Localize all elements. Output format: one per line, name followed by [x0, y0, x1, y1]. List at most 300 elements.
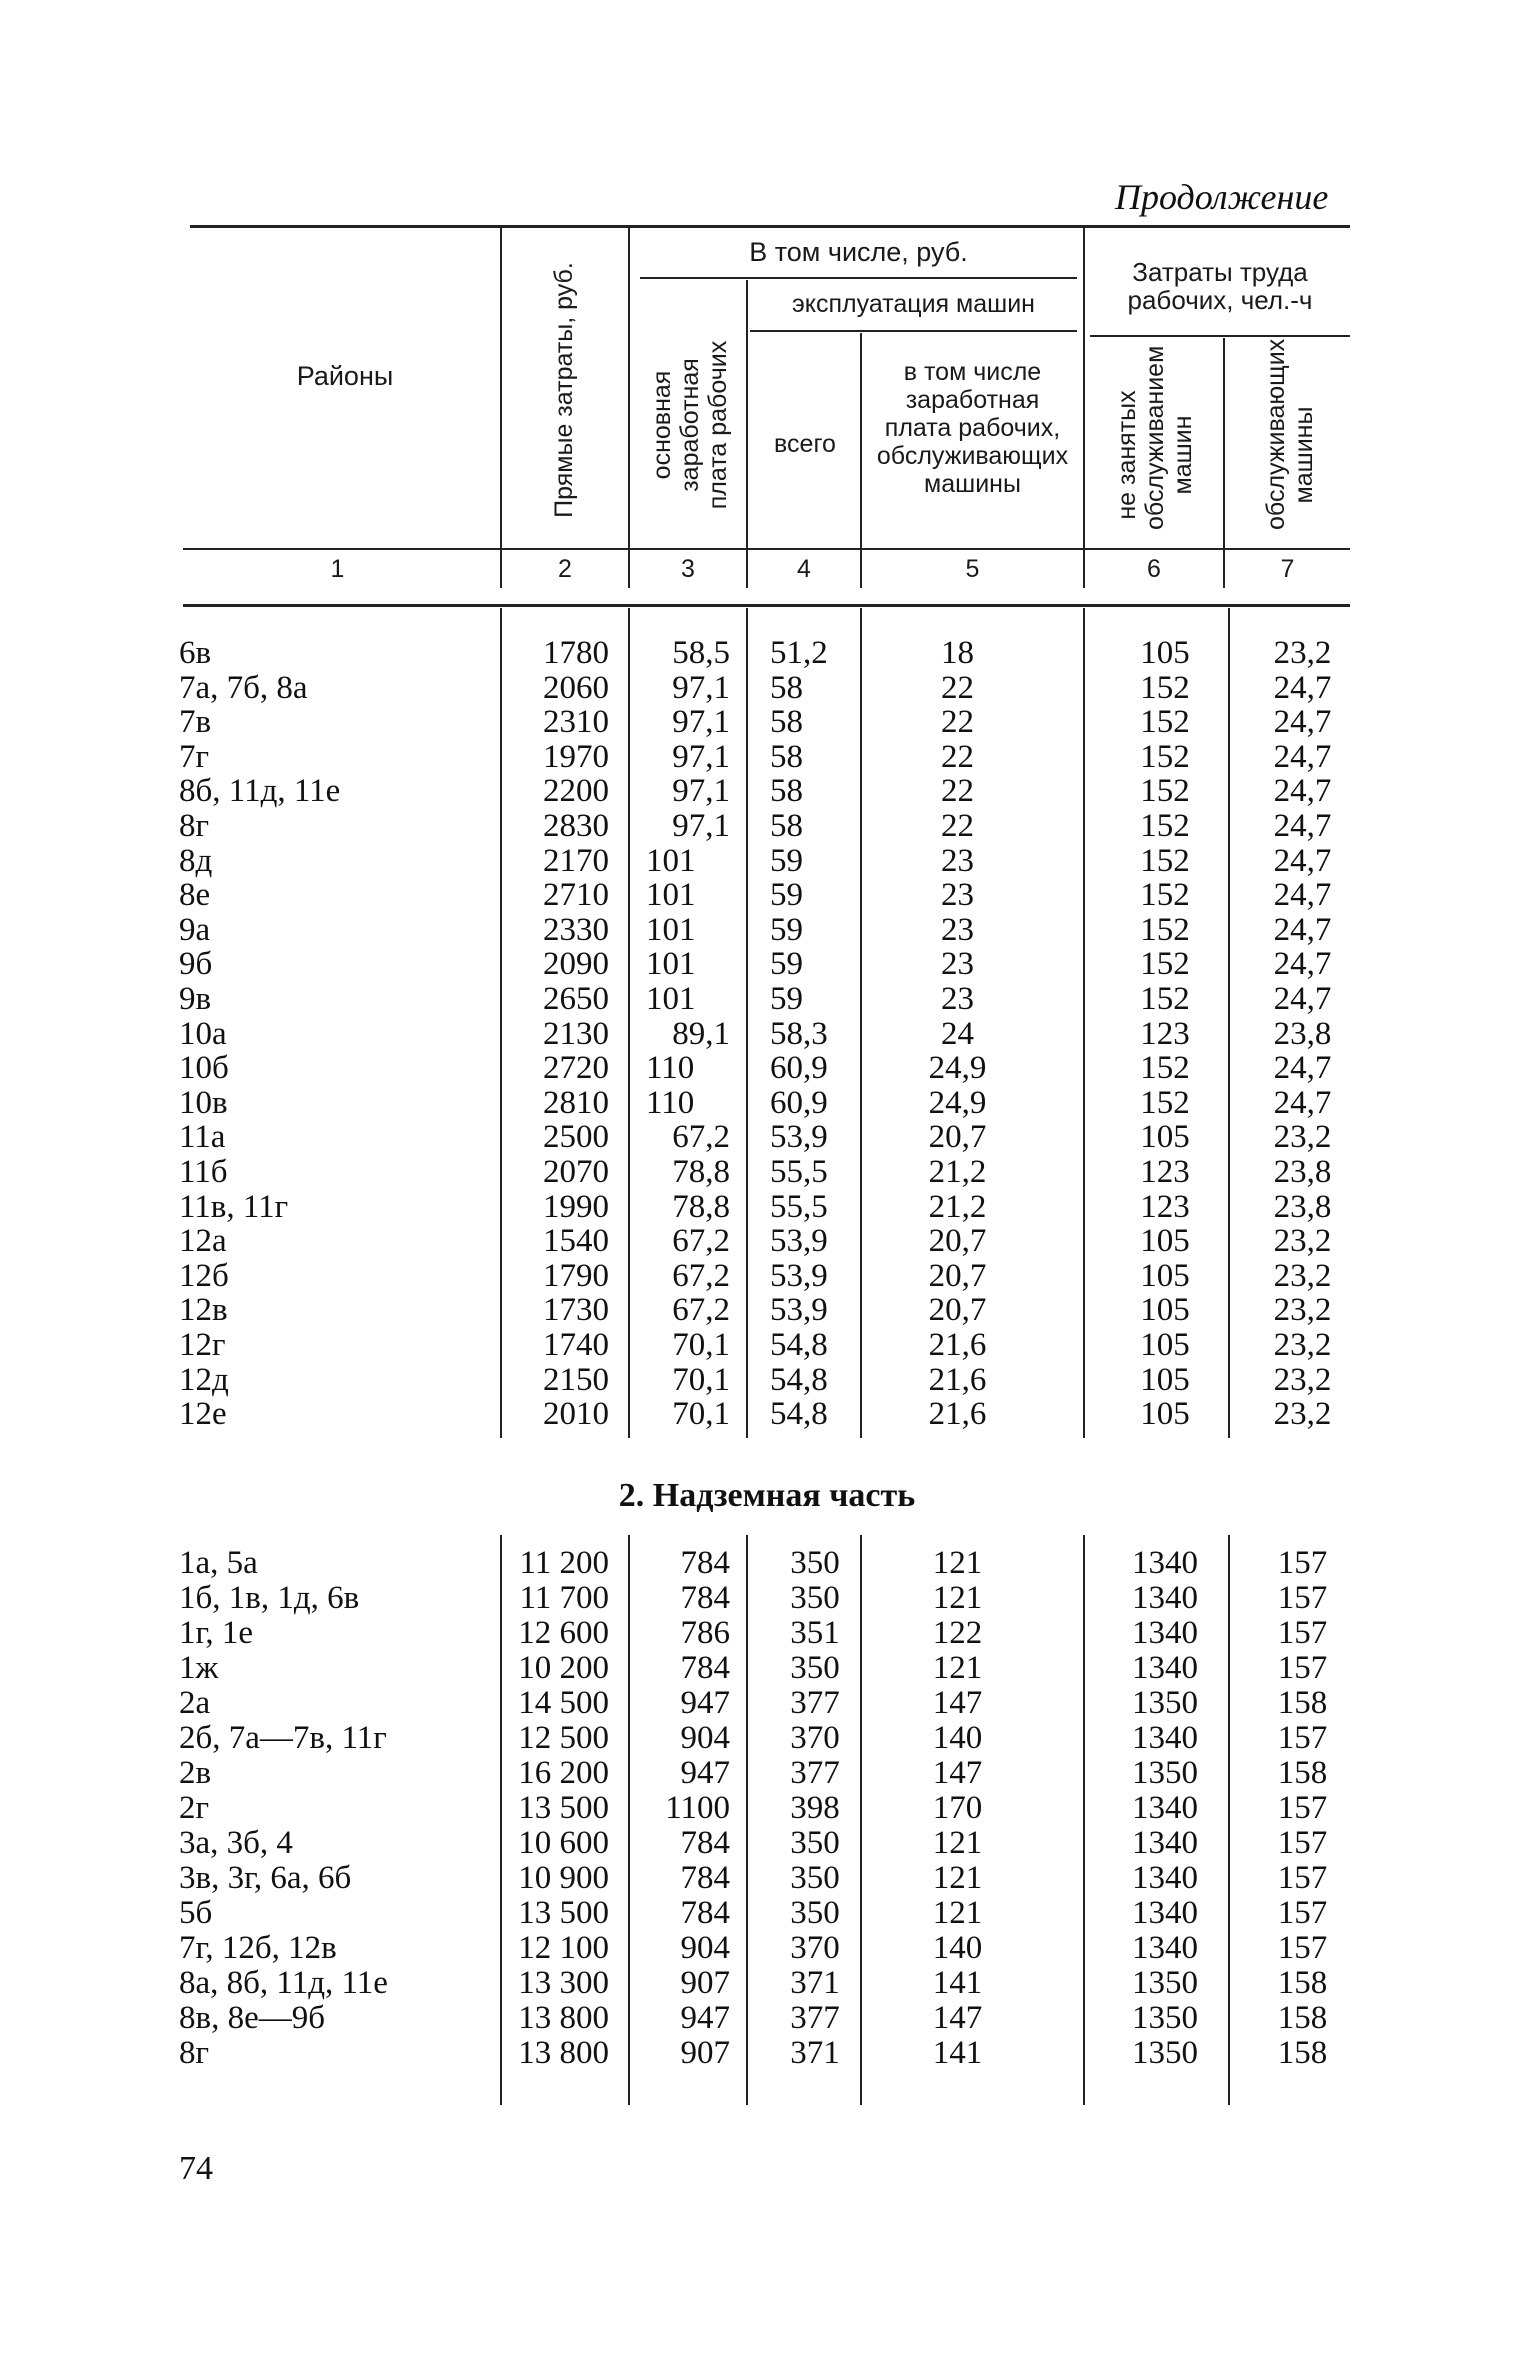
body1-vline-4 [860, 608, 862, 1438]
cell-machines-total: 58 [770, 669, 803, 706]
header-vline-1 [500, 228, 502, 588]
body2-vline-1 [500, 1535, 502, 2105]
cell-machines-total: 54,8 [770, 1327, 828, 1363]
cell-direct-costs: 11 700 [519, 1580, 609, 1616]
cell-labor-not-machines: 152 [1140, 842, 1190, 879]
cell-region: 9в [179, 981, 212, 1017]
cell-base-wages: 947 [680, 2000, 730, 2036]
cell-machines-total: 371 [790, 1965, 840, 2001]
cell-region: 8д [179, 842, 213, 879]
cell-labor-not-machines: 105 [1140, 1396, 1190, 1433]
cell-region: 3а, 3б, 4 [179, 1825, 293, 1861]
cell-base-wages: 78,8 [672, 1188, 730, 1225]
header-machine-wages: в том числе заработная плата рабочих, обслуживающих машины [876, 358, 1069, 498]
cell-machine-wages: 21,2 [928, 1154, 987, 1190]
cell-machine-wages: 122 [932, 1615, 983, 1651]
column-number-1: 1 [330, 555, 345, 583]
cell-direct-costs: 2070 [543, 1154, 609, 1190]
column-number-2: 2 [558, 555, 572, 583]
cell-machines-total: 350 [790, 1860, 840, 1896]
body1-vline-2 [628, 608, 630, 1438]
cell-labor-not-machines: 105 [1140, 1361, 1190, 1398]
cell-region: 12а [179, 1223, 227, 1260]
cell-region: 6в [179, 635, 212, 671]
cell-labor-machines: 24,7 [1273, 738, 1332, 775]
cell-direct-costs: 13 800 [518, 2000, 609, 2036]
cell-labor-machines: 158 [1277, 1965, 1328, 2001]
cell-machine-wages: 23 [941, 842, 974, 879]
cell-base-wages: 784 [680, 1895, 730, 1931]
cell-labor-not-machines: 152 [1140, 1050, 1190, 1087]
cell-direct-costs: 2710 [543, 877, 609, 914]
cell-machine-wages: 121 [932, 1895, 983, 1931]
cell-region: 1ж [179, 1650, 219, 1686]
continuation-label: Продолжение [1115, 177, 1329, 217]
section2-title: 2. Надземная часть [618, 1477, 916, 1514]
cell-labor-machines: 24,7 [1273, 1050, 1332, 1087]
cell-region: 7а, 7б, 8а [179, 669, 308, 706]
cell-machines-total: 370 [790, 1720, 840, 1756]
cell-labor-not-machines: 1340 [1132, 1615, 1198, 1651]
cell-region: 1г, 1е [179, 1615, 253, 1651]
cell-base-wages: 67,2 [672, 1119, 730, 1156]
cell-machines-total: 58 [770, 773, 803, 810]
cell-machine-wages: 22 [941, 704, 974, 741]
cell-direct-costs: 13 300 [518, 1965, 609, 2001]
cell-region: 2в [179, 1755, 212, 1791]
cell-machine-wages: 20,7 [928, 1292, 987, 1329]
cell-labor-machines: 24,7 [1273, 911, 1332, 948]
cell-machine-wages: 20,7 [928, 1257, 987, 1294]
cell-labor-not-machines: 123 [1140, 1015, 1190, 1052]
cell-machines-total: 58,3 [770, 1015, 828, 1052]
cell-machines-total: 350 [790, 1895, 840, 1931]
cell-region: 2г [179, 1790, 210, 1826]
cell-machine-wages: 170 [932, 1790, 983, 1826]
header-vline-2 [628, 228, 630, 588]
cell-labor-machines: 157 [1277, 1545, 1328, 1581]
cell-base-wages: 784 [680, 1545, 730, 1581]
cell-region: 2а [179, 1685, 211, 1721]
cell-labor-not-machines: 152 [1140, 773, 1190, 810]
cell-labor-not-machines: 1350 [1132, 2035, 1198, 2071]
cell-direct-costs: 13 500 [518, 1895, 609, 1931]
cell-labor-not-machines: 1350 [1132, 2000, 1198, 2036]
cell-machines-total: 377 [790, 1685, 840, 1721]
cell-base-wages: 904 [680, 1720, 730, 1756]
cell-machine-wages: 18 [941, 635, 974, 671]
cell-direct-costs: 1790 [543, 1257, 609, 1294]
cell-labor-machines: 23,2 [1273, 1119, 1332, 1156]
cell-base-wages: 97,1 [672, 669, 730, 706]
cell-labor-not-machines: 1340 [1132, 1545, 1198, 1581]
cell-region: 3в, 3г, 6а, 6б [179, 1860, 352, 1896]
cell-labor-machines: 158 [1277, 1685, 1328, 1721]
cell-machine-wages: 147 [932, 1685, 983, 1721]
cell-machine-wages: 24,9 [928, 1050, 987, 1087]
cell-machines-total: 60,9 [770, 1050, 828, 1087]
cell-labor-not-machines: 152 [1140, 877, 1190, 914]
cell-labor-not-machines: 1340 [1132, 1895, 1198, 1931]
cell-machine-wages: 147 [932, 1755, 983, 1791]
cell-machine-wages: 121 [932, 1580, 983, 1616]
cell-region: 8г [179, 2035, 210, 2071]
column-number-7: 7 [1280, 555, 1295, 583]
header-bottom-rule [183, 548, 1350, 550]
cell-region: 8г [179, 808, 210, 844]
cell-direct-costs: 12 100 [518, 1930, 609, 1966]
cell-direct-costs: 2720 [543, 1050, 609, 1087]
cell-labor-machines: 23,2 [1273, 1361, 1332, 1398]
cell-region: 5б [179, 1895, 213, 1931]
cell-direct-costs: 13 800 [518, 2035, 609, 2071]
cell-region: 7в [179, 704, 212, 741]
cell-labor-machines: 24,7 [1273, 669, 1332, 706]
cell-direct-costs: 12 600 [518, 1615, 609, 1651]
cell-direct-costs: 13 500 [518, 1790, 609, 1826]
cell-labor-not-machines: 105 [1140, 1327, 1190, 1363]
body2-vline-3 [746, 1535, 748, 2105]
cell-direct-costs: 1740 [543, 1327, 609, 1363]
cell-machines-total: 58 [770, 704, 803, 741]
column-number-6: 6 [1147, 555, 1161, 583]
cell-base-wages: 110 [646, 1084, 695, 1121]
cell-machine-wages: 141 [932, 1965, 983, 2001]
cell-base-wages: 97,1 [672, 738, 730, 775]
header-vline-6 [1223, 338, 1225, 588]
cell-labor-not-machines: 1340 [1132, 1790, 1198, 1826]
cell-direct-costs: 2130 [543, 1015, 609, 1052]
cell-base-wages: 784 [680, 1650, 730, 1686]
cell-labor-machines: 157 [1277, 1650, 1328, 1686]
cell-machine-wages: 121 [932, 1650, 983, 1686]
header-machines-group: эксплуатация машин [792, 290, 1035, 318]
cell-labor-not-machines: 105 [1140, 1257, 1190, 1294]
cell-labor-not-machines: 1350 [1132, 1685, 1198, 1721]
cell-machine-wages: 22 [941, 808, 974, 844]
cell-region: 8а, 8б, 11д, 11е [179, 1965, 388, 2001]
cell-labor-not-machines: 105 [1140, 1119, 1190, 1156]
cell-machine-wages: 22 [941, 773, 974, 810]
cell-machines-total: 58 [770, 808, 803, 844]
cell-direct-costs: 2200 [543, 773, 609, 810]
body1-vline-1 [500, 608, 502, 1438]
cell-base-wages: 78,8 [672, 1154, 730, 1190]
cell-machine-wages: 21,2 [928, 1188, 987, 1225]
body1-vline-6 [1228, 608, 1230, 1438]
column-number-4: 4 [797, 555, 811, 583]
cell-direct-costs: 12 500 [518, 1720, 609, 1756]
cell-labor-machines: 157 [1277, 1790, 1328, 1826]
cell-base-wages: 784 [680, 1860, 730, 1896]
cell-base-wages: 70,1 [672, 1327, 730, 1363]
cell-direct-costs: 2810 [543, 1084, 609, 1121]
cell-labor-machines: 24,7 [1273, 1084, 1332, 1121]
cell-machine-wages: 140 [932, 1720, 983, 1756]
cell-base-wages: 947 [680, 1685, 730, 1721]
cell-labor-machines: 158 [1277, 2000, 1328, 2036]
cell-base-wages: 58,5 [672, 635, 730, 671]
cell-machines-total: 59 [770, 911, 803, 948]
cell-direct-costs: 1970 [543, 738, 609, 775]
cell-labor-not-machines: 152 [1140, 704, 1190, 741]
cell-labor-not-machines: 152 [1140, 738, 1190, 775]
cell-machine-wages: 140 [932, 1930, 983, 1966]
column-numbers-rule [183, 604, 1350, 607]
cell-machines-total: 54,8 [770, 1396, 828, 1433]
cell-labor-not-machines: 1340 [1132, 1720, 1198, 1756]
header-vline-5 [1083, 228, 1085, 588]
cell-machines-total: 59 [770, 981, 803, 1017]
table-top-rule [190, 225, 1350, 228]
cell-region: 12в [179, 1292, 228, 1329]
cell-region: 7г [179, 738, 210, 775]
cell-labor-machines: 23,8 [1273, 1188, 1332, 1225]
cell-machine-wages: 23 [941, 946, 974, 983]
cell-direct-costs: 1780 [543, 635, 609, 671]
cell-labor-machines: 24,7 [1273, 981, 1332, 1017]
cell-region: 2б, 7а—7в, 11г [179, 1720, 387, 1756]
cell-labor-machines: 23,2 [1273, 1396, 1332, 1433]
labor-group-rule [1090, 335, 1350, 337]
cell-base-wages: 947 [680, 1755, 730, 1791]
cell-direct-costs: 1730 [543, 1292, 609, 1329]
cell-machine-wages: 21,6 [928, 1361, 987, 1398]
cell-labor-machines: 24,7 [1273, 877, 1332, 914]
cell-direct-costs: 16 200 [518, 1755, 609, 1791]
cell-labor-machines: 157 [1277, 1825, 1328, 1861]
cell-machines-total: 53,9 [770, 1257, 828, 1294]
cell-direct-costs: 2060 [543, 669, 609, 706]
cell-labor-machines: 157 [1277, 1930, 1328, 1966]
cell-base-wages: 907 [680, 1965, 730, 2001]
header-base-wages: основная заработная плата рабочих [648, 340, 732, 510]
cell-labor-not-machines: 1340 [1132, 1650, 1198, 1686]
cell-machines-total: 398 [790, 1790, 840, 1826]
cell-direct-costs: 2090 [543, 946, 609, 983]
cell-labor-not-machines: 1340 [1132, 1580, 1198, 1616]
cell-machine-wages: 20,7 [928, 1223, 987, 1260]
cell-labor-not-machines: 123 [1140, 1154, 1190, 1190]
cell-base-wages: 101 [646, 981, 696, 1017]
cell-labor-not-machines: 1340 [1132, 1860, 1198, 1896]
page-number: 74 [179, 2150, 213, 2187]
cell-machines-total: 51,2 [770, 635, 828, 671]
cell-labor-machines: 158 [1277, 2035, 1328, 2071]
cell-machines-total: 60,9 [770, 1084, 828, 1121]
cell-direct-costs: 11 200 [519, 1545, 609, 1581]
cell-direct-costs: 2170 [543, 842, 609, 879]
cell-machine-wages: 21,6 [928, 1396, 987, 1433]
cell-machines-total: 351 [790, 1615, 840, 1651]
cell-direct-costs: 1540 [543, 1223, 609, 1260]
cell-region: 1а, 5а [179, 1545, 258, 1581]
body1-vline-5 [1083, 608, 1085, 1438]
cell-labor-not-machines: 105 [1140, 635, 1190, 671]
cell-base-wages: 89,1 [672, 1015, 730, 1052]
cell-direct-costs: 2650 [543, 981, 609, 1017]
cell-labor-machines: 23,2 [1273, 1292, 1332, 1329]
cell-labor-machines: 24,7 [1273, 946, 1332, 983]
cell-base-wages: 101 [646, 877, 696, 914]
cell-machines-total: 59 [770, 946, 803, 983]
cell-labor-machines: 23,8 [1273, 1154, 1332, 1190]
cell-machine-wages: 23 [941, 981, 974, 1017]
cell-labor-machines: 157 [1277, 1720, 1328, 1756]
cell-direct-costs: 10 600 [518, 1825, 609, 1861]
cell-machines-total: 377 [790, 1755, 840, 1791]
cell-labor-machines: 24,7 [1273, 842, 1332, 879]
cell-labor-not-machines: 152 [1140, 808, 1190, 844]
cell-region: 1б, 1в, 1д, 6в [179, 1580, 360, 1616]
cell-labor-machines: 157 [1277, 1580, 1328, 1616]
body2-vline-2 [628, 1535, 630, 2105]
cell-direct-costs: 2330 [543, 911, 609, 948]
cell-direct-costs: 10 200 [518, 1650, 609, 1686]
cell-base-wages: 904 [680, 1930, 730, 1966]
cell-base-wages: 67,2 [672, 1257, 730, 1294]
cell-base-wages: 97,1 [672, 704, 730, 741]
cell-labor-machines: 24,7 [1273, 704, 1332, 741]
cell-machines-total: 59 [770, 842, 803, 879]
cost-group-rule [640, 277, 1077, 279]
cell-labor-machines: 24,7 [1273, 773, 1332, 810]
cell-base-wages: 784 [680, 1580, 730, 1616]
cell-base-wages: 67,2 [672, 1223, 730, 1260]
cell-region: 11в, 11г [179, 1188, 289, 1225]
cell-region: 9а [179, 911, 211, 948]
cell-labor-not-machines: 152 [1140, 911, 1190, 948]
cell-labor-not-machines: 123 [1140, 1188, 1190, 1225]
cell-region: 9б [179, 946, 213, 983]
cell-machine-wages: 22 [941, 738, 974, 775]
cell-machine-wages: 147 [932, 2000, 983, 2036]
cell-labor-machines: 23,2 [1273, 1257, 1332, 1294]
cell-labor-not-machines: 152 [1140, 1084, 1190, 1121]
cell-machine-wages: 23 [941, 911, 974, 948]
cell-region: 10а [179, 1015, 227, 1052]
header-labor-group: Затраты труда рабочих, чел.-ч [1127, 257, 1313, 315]
cell-machines-total: 53,9 [770, 1119, 828, 1156]
header-total: всего [774, 430, 836, 458]
cell-region: 7г, 12б, 12в [179, 1930, 337, 1966]
cell-direct-costs: 10 900 [518, 1860, 609, 1896]
cell-machines-total: 55,5 [770, 1188, 828, 1225]
column-number-3: 3 [681, 555, 695, 583]
cell-labor-not-machines: 1340 [1132, 1930, 1198, 1966]
header-vline-4 [860, 333, 862, 588]
cell-region: 11б [179, 1154, 228, 1190]
cell-labor-not-machines: 152 [1140, 669, 1190, 706]
cell-base-wages: 97,1 [672, 773, 730, 810]
cell-base-wages: 101 [646, 911, 696, 948]
cell-base-wages: 110 [646, 1050, 695, 1087]
cell-labor-not-machines: 1340 [1132, 1825, 1198, 1861]
cell-machines-total: 370 [790, 1930, 840, 1966]
header-labor-not-machines: не занятых обслуживанием машин [1113, 345, 1197, 530]
header-direct-costs: Прямые затраты, руб. [550, 262, 578, 518]
cell-base-wages: 70,1 [672, 1396, 730, 1433]
cell-machine-wages: 121 [932, 1860, 983, 1896]
cell-labor-machines: 23,2 [1273, 1327, 1332, 1363]
cell-machine-wages: 22 [941, 669, 974, 706]
cell-machines-total: 350 [790, 1545, 840, 1581]
cell-direct-costs: 2310 [543, 704, 609, 741]
cell-region: 8е [179, 877, 211, 914]
cell-direct-costs: 2010 [543, 1396, 609, 1433]
body1-vline-3 [746, 608, 748, 1438]
cell-base-wages: 67,2 [672, 1292, 730, 1329]
cell-labor-not-machines: 1350 [1132, 1965, 1198, 2001]
cell-machine-wages: 23 [941, 877, 974, 914]
cell-region: 12д [179, 1361, 229, 1398]
cell-region: 11а [179, 1119, 226, 1156]
cell-machine-wages: 121 [932, 1825, 983, 1861]
cell-base-wages: 784 [680, 1825, 730, 1861]
cell-region: 8в, 8е—9б [179, 2000, 326, 2036]
body2-vline-6 [1228, 1535, 1230, 2105]
header-regions: Районы [296, 361, 394, 391]
cell-machine-wages: 20,7 [928, 1119, 987, 1156]
cell-direct-costs: 14 500 [518, 1685, 609, 1721]
cell-region: 10б [179, 1050, 229, 1087]
header-cost-group: В том числе, руб. [749, 237, 968, 267]
cell-labor-machines: 158 [1277, 1755, 1328, 1791]
cell-machines-total: 350 [790, 1650, 840, 1686]
cell-region: 12г [179, 1327, 226, 1363]
cell-labor-not-machines: 105 [1140, 1223, 1190, 1260]
cell-base-wages: 70,1 [672, 1361, 730, 1398]
cell-direct-costs: 2830 [543, 808, 609, 844]
cell-direct-costs: 2500 [543, 1119, 609, 1156]
cell-region: 12е [179, 1396, 227, 1433]
column-number-5: 5 [965, 555, 980, 583]
cell-direct-costs: 1990 [543, 1188, 609, 1225]
cell-direct-costs: 2150 [543, 1361, 609, 1398]
cell-labor-machines: 157 [1277, 1895, 1328, 1931]
header-vline-3 [746, 280, 748, 588]
cell-machine-wages: 21,6 [928, 1327, 987, 1363]
cell-machines-total: 54,8 [770, 1361, 828, 1398]
cell-machine-wages: 24,9 [928, 1084, 987, 1121]
cell-base-wages: 907 [680, 2035, 730, 2071]
cell-labor-not-machines: 105 [1140, 1292, 1190, 1329]
cell-machines-total: 59 [770, 877, 803, 914]
cell-region: 8б, 11д, 11е [179, 773, 341, 810]
cell-machines-total: 350 [790, 1825, 840, 1861]
cell-base-wages: 1100 [665, 1790, 730, 1826]
cell-base-wages: 97,1 [672, 808, 730, 844]
cell-machine-wages: 141 [932, 2035, 983, 2071]
cell-labor-machines: 23,2 [1273, 1223, 1332, 1260]
cell-labor-machines: 23,2 [1273, 635, 1332, 671]
cell-region: 10в [179, 1084, 228, 1121]
cell-machines-total: 58 [770, 738, 803, 775]
cell-base-wages: 786 [680, 1615, 730, 1651]
cell-base-wages: 101 [646, 842, 696, 879]
cell-machines-total: 55,5 [770, 1154, 828, 1190]
cell-machines-total: 53,9 [770, 1223, 828, 1260]
cell-machine-wages: 121 [932, 1545, 983, 1581]
machines-group-rule [750, 330, 1077, 332]
cell-machines-total: 53,9 [770, 1292, 828, 1329]
cell-labor-machines: 157 [1277, 1860, 1328, 1896]
body2-vline-5 [1083, 1535, 1085, 2105]
cell-machines-total: 350 [790, 1580, 840, 1616]
cell-machine-wages: 24 [941, 1015, 974, 1052]
cell-base-wages: 101 [646, 946, 696, 983]
cell-region: 12б [179, 1257, 229, 1294]
